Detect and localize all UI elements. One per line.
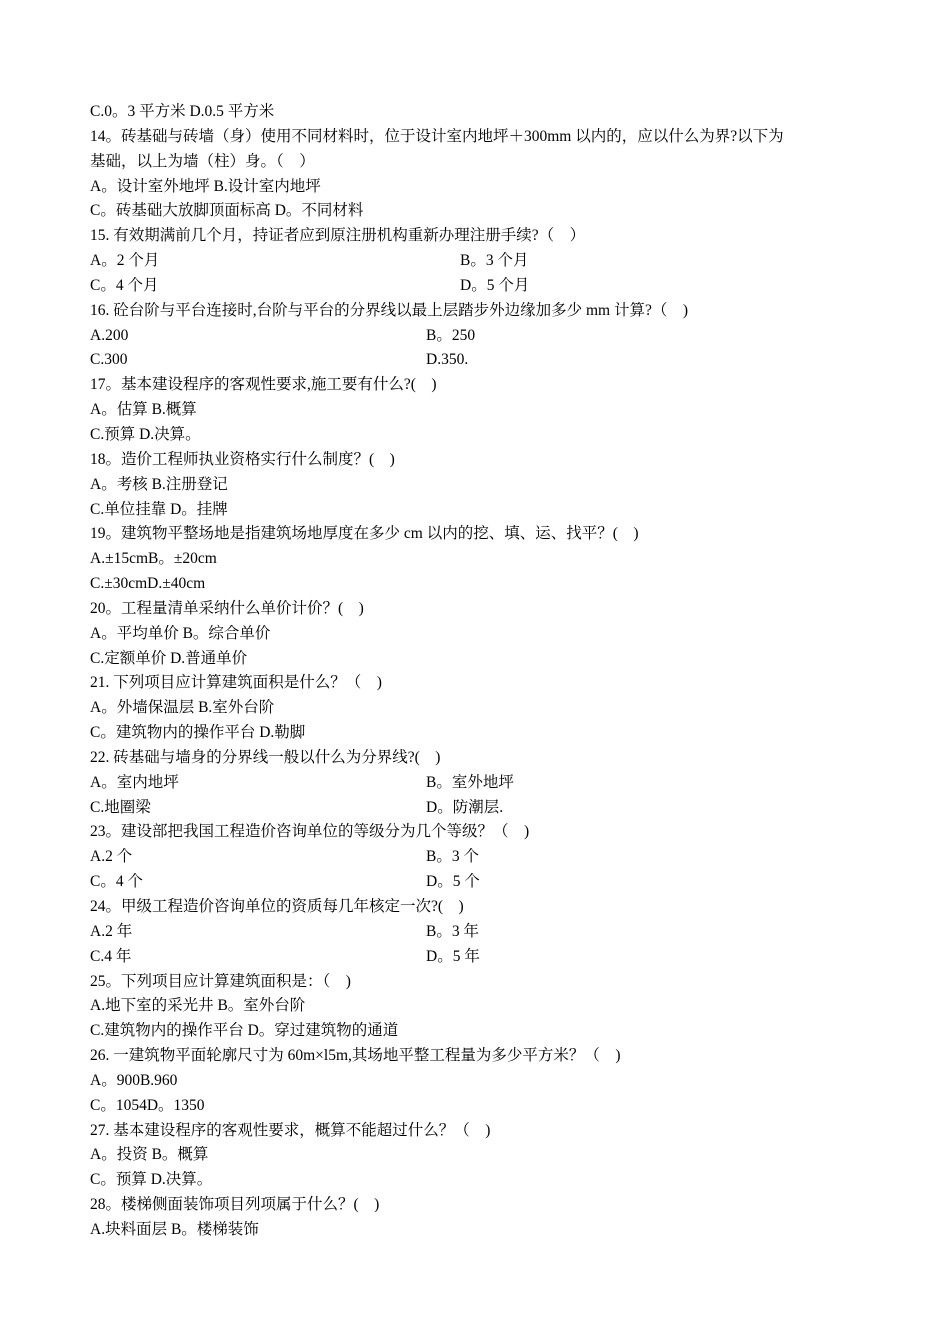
text-line: A.块料面层 B。楼梯装饰 — [90, 1220, 259, 1238]
text-line: C。1054D。1350 — [90, 1096, 205, 1114]
text-line: 14。砖基础与砖墙（身）使用不同材料时，位于设计室内地坪＋300mm 以内的，应以什么为界?以下为 — [90, 127, 784, 145]
text-line: C.定额单价 D.普通单价 — [90, 649, 248, 667]
text-line: A。外墙保温层 B.室外台阶 — [90, 699, 275, 717]
option-left: A.200 — [90, 326, 129, 344]
text-line: 26. 一建筑物平面轮廓尺寸为 60m×l5m,其场地平整工程量为多少平方米？（ ) — [90, 1047, 621, 1065]
text-line: 24。甲级工程造价咨询单位的资质每几年核定一次?( ) — [90, 898, 464, 915]
option-row — [90, 771, 870, 796]
text-line: C.±30cmD.±40cm — [90, 575, 206, 593]
text-line: 25。下列项目应计算建筑面积是：（ ) — [90, 972, 351, 990]
option-right: B。3 年 — [426, 922, 479, 940]
text-line: A。投资 B。概算 — [90, 1146, 209, 1164]
text-line: 18。造价工程师执业资格实行什么制度？( ) — [90, 450, 395, 468]
option-row — [90, 348, 870, 373]
text-line: C。砖基础大放脚顶面标高 D。不同材料 — [90, 202, 364, 220]
option-left: A.2 个 — [90, 848, 133, 866]
text-line: A。估算 B.概算 — [90, 401, 197, 419]
text-line: C.预算 D.决算。 — [90, 425, 201, 443]
text-line: A。设计室外地坪 B.设计室内地坪 — [90, 177, 321, 195]
option-right: D.350. — [426, 351, 469, 369]
option-right: B。250 — [426, 326, 476, 344]
option-right: D。防潮层. — [426, 798, 504, 816]
text-line: C。建筑物内的操作平台 D.勒脚 — [90, 724, 306, 742]
text-line: 20。工程量清单采纳什么单价计价？( ) — [90, 599, 364, 617]
option-left: C.地圈梁 — [90, 798, 151, 816]
text-line: C.单位挂靠 D。挂牌 — [90, 500, 228, 518]
option-right: D。5 年 — [426, 947, 480, 965]
text-line: A.±15cmB。±20cm — [90, 550, 217, 568]
option-left: C。4 个 — [90, 873, 143, 891]
text-line: 基础，以上为墙（柱）身。（ ） — [90, 152, 315, 170]
option-row — [90, 920, 870, 945]
text-line: A。考核 B.注册登记 — [90, 475, 228, 493]
option-row — [90, 870, 870, 895]
option-left: C.4 年 — [90, 947, 132, 965]
option-row — [90, 845, 870, 870]
option-row — [90, 274, 870, 299]
option-right: B。3 个月 — [460, 252, 529, 270]
option-row — [90, 945, 870, 970]
option-right: D。5 个月 — [460, 276, 530, 294]
option-left: A.2 年 — [90, 922, 133, 940]
text-line: 28。楼梯侧面装饰项目列项属于什么？( ) — [90, 1196, 380, 1214]
option-left: C。4 个月 — [90, 276, 159, 294]
text-line: 19。建筑物平整场地是指建筑场地厚度在多少 cm 以内的挖、填、运、找平？( ) — [90, 525, 639, 543]
text-line: C.0。3 平方米 D.0.5 平方米 — [90, 103, 275, 120]
text-line: 17。基本建设程序的客观性要求,施工要有什么?( ) — [90, 376, 437, 394]
text-line: A.地下室的采光井 B。室外台阶 — [90, 997, 306, 1015]
text-line: 21. 下列项目应计算建筑面积是什么？（ ) — [90, 674, 382, 692]
text-line: 23。建设部把我国工程造价咨询单位的等级分为几个等级？（ ) — [90, 823, 530, 841]
text-line: 16. 砼台阶与平台连接时,台阶与平台的分界线以最上层踏步外边缘加多少 mm 计算?（ ) — [90, 301, 689, 319]
text-line: 27. 基本建设程序的客观性要求，概算不能超过什么？（ ) — [90, 1121, 491, 1139]
option-row — [90, 796, 870, 821]
option-right: B。3 个 — [426, 848, 479, 866]
text-line: A。平均单价 B。综合单价 — [90, 624, 271, 642]
option-left: A。室内地坪 — [90, 773, 179, 791]
option-row — [90, 324, 870, 349]
option-right: B。室外地坪 — [426, 773, 514, 791]
text-line: 15. 有效期满前几个月，持证者应到原注册机构重新办理注册手续?（ ） — [90, 227, 586, 245]
text-line: C。预算 D.决算。 — [90, 1171, 213, 1189]
text-line: C.建筑物内的操作平台 D。穿过建筑物的通道 — [90, 1022, 399, 1040]
option-left: C.300 — [90, 351, 128, 369]
option-right: D。5 个 — [426, 873, 480, 891]
document-page — [90, 100, 870, 1243]
text-line: A。900B.960 — [90, 1071, 178, 1089]
option-left: A。2 个月 — [90, 252, 160, 270]
option-row — [90, 249, 870, 274]
text-line: 22. 砖基础与墙身的分界线一般以什么为分界线?( ) — [90, 748, 441, 766]
